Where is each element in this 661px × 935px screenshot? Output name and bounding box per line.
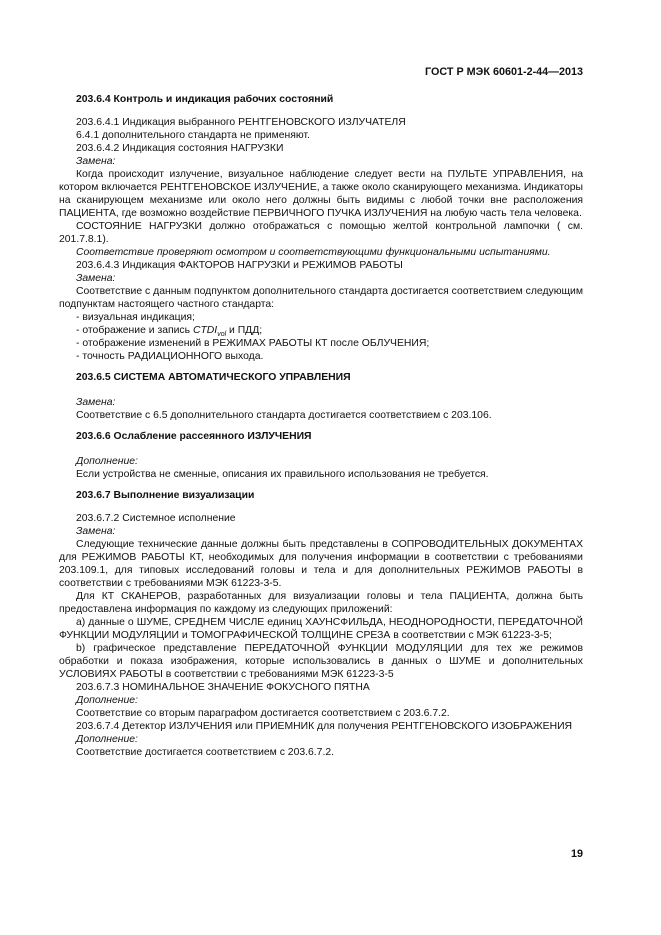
- addition-label: Дополнение:: [76, 734, 138, 745]
- document-body: [59, 93, 583, 759]
- list-item: - визуальная индикация;: [76, 312, 195, 323]
- list-item-text: и ПДД;: [226, 325, 263, 336]
- change-label: Замена:: [76, 397, 116, 408]
- page-number: 19: [570, 848, 583, 860]
- list-item-a: а) данные о ШУМЕ, СРЕДНЕМ ЧИСЛЕ единиц ХАУНСФИЛЬДА, НЕОДНОРОДНОСТИ, ПЕРЕДАТОЧНОЙ ФУНКЦИИ МОДУЛЯЦИИ и ТОМОГРАФИЧЕСКОЙ ТОЛЩИНЕ СРЕЗА в соответствии с МЭК 61223-3-5;: [59, 617, 583, 641]
- paragraph: Для КТ СКАНЕРОВ, разработанных для визуализации головы и тела ПАЦИЕНТА, должна быть предоставлена информация по каждому из следующих приложений:: [59, 591, 583, 615]
- subsection-title: 203.6.7.3 НОМИНАЛЬНОЕ ЗНАЧЕНИЕ ФОКУСНОГО ПЯТНА: [76, 682, 370, 693]
- subsection-title: 203.6.7.4 Детектор ИЗЛУЧЕНИЯ или ПРИЕМНИК для получения РЕНТГЕНОВСКОГО ИЗОБРАЖЕНИЯ: [76, 721, 573, 732]
- ctdi-symbol: CTDI: [192, 325, 218, 336]
- change-label: Замена:: [76, 526, 116, 537]
- paragraph: Соответствие достигается соответствием с 203.6.7.2.: [76, 747, 335, 758]
- subsection-title: 203.6.4.1 Индикация выбранного РЕНТГЕНОВСКОГО ИЗЛУЧАТЕЛЯ: [76, 117, 406, 128]
- list-item: [59, 324, 583, 337]
- ctdi-subscript: vol: [217, 331, 227, 339]
- change-label: Замена:: [76, 156, 116, 167]
- addition-label: Дополнение:: [76, 695, 138, 706]
- paragraph: 6.4.1 дополнительного стандарта не применяют.: [76, 130, 310, 141]
- addition-label: Дополнение:: [76, 456, 138, 467]
- paragraph: Следующие технические данные должны быть представлены в СОПРОВОДИТЕЛЬНЫХ ДОКУМЕНТАХ для РЕЖИМОВ РАБОТЫ КТ, необходимых для получения информации в соответствии с требованиями 203.109.1, для типовых исследований головы и тела и для дополнительных РЕЖИМОВ РАБОТЫ в соответствии с требованиями МЭК 61223-3-5.: [59, 539, 583, 589]
- subsection-title: 203.6.7.2 Системное исполнение: [76, 513, 236, 524]
- paragraph: Соответствие со вторым параграфом достигается соответствием с 203.6.7.2.: [76, 708, 450, 719]
- subsection-title: 203.6.4.3 Индикация ФАКТОРОВ НАГРУЗКИ и РЕЖИМОВ РАБОТЫ: [76, 260, 403, 271]
- compliance-note: Соответствие проверяют осмотром и соответствующими функциональными испытаниями.: [76, 247, 551, 258]
- paragraph: Соответствие с данным подпунктом дополнительного стандарта достигается соответствием следующим подпунктам настоящего частного стандарта:: [59, 286, 583, 310]
- list-item: - отображение изменений в РЕЖИМАХ РАБОТЫ КТ после ОБЛУЧЕНИЯ;: [76, 338, 430, 349]
- change-label: Замена:: [76, 273, 116, 284]
- paragraph: СОСТОЯНИЕ НАГРУЗКИ должно отображаться с помощью желтой контрольной лампочки ( см. 201.7.8.1).: [59, 221, 583, 245]
- list-item-text: - отображение и запись: [76, 325, 193, 336]
- paragraph: Когда происходит излучение, визуальное наблюдение следует вести на ПУЛЬТЕ УПРАВЛЕНИЯ, на котором включается РЕНТГЕНОВСКОЕ ИЗЛУЧЕНИЕ, а также около сканирующего механизма. Индикаторы на сканирующем механизме или около него должны быть видимы с любой точки вне расположения ПАЦИЕНТА, где возможно воздействие ПЕРВИЧНОГО ПУЧКА ИЗЛУЧЕНИЯ на любую часть тела человека.: [59, 169, 583, 219]
- section-heading-203-6-6: 203.6.6 Ослабление рассеянного ИЗЛУЧЕНИЯ: [76, 431, 312, 442]
- list-item: - точность РАДИАЦИОННОГО выхода.: [76, 351, 264, 362]
- section-heading-203-6-5: 203.6.5 СИСТЕМА АВТОМАТИЧЕСКОГО УПРАВЛЕНИЯ: [76, 372, 351, 383]
- standard-header: ГОСТ Р МЭК 60601-2-44—2013: [424, 66, 583, 78]
- paragraph: Если устройства не сменные, описания их правильного использования не требуется.: [76, 469, 489, 480]
- subsection-title: 203.6.4.2 Индикация состояния НАГРУЗКИ: [76, 143, 284, 154]
- list-item-b: b) графическое представление ПЕРЕДАТОЧНОЙ ФУНКЦИИ МОДУЛЯЦИИ для тех же режимов обработки и показа изображения, которые использовались в данных о ШУМЕ и дополнительных УСЛОВИЯХ РАБОТЫ в соответствии с требованиями МЭК 61223-3-5: [59, 643, 583, 680]
- paragraph: Соответствие с 6.5 дополнительного стандарта достигается соответствием с 203.106.: [76, 410, 492, 421]
- section-heading-203-6-4: 203.6.4 Контроль и индикация рабочих состояний: [76, 94, 334, 105]
- section-heading-203-6-7: 203.6.7 Выполнение визуализации: [76, 490, 255, 501]
